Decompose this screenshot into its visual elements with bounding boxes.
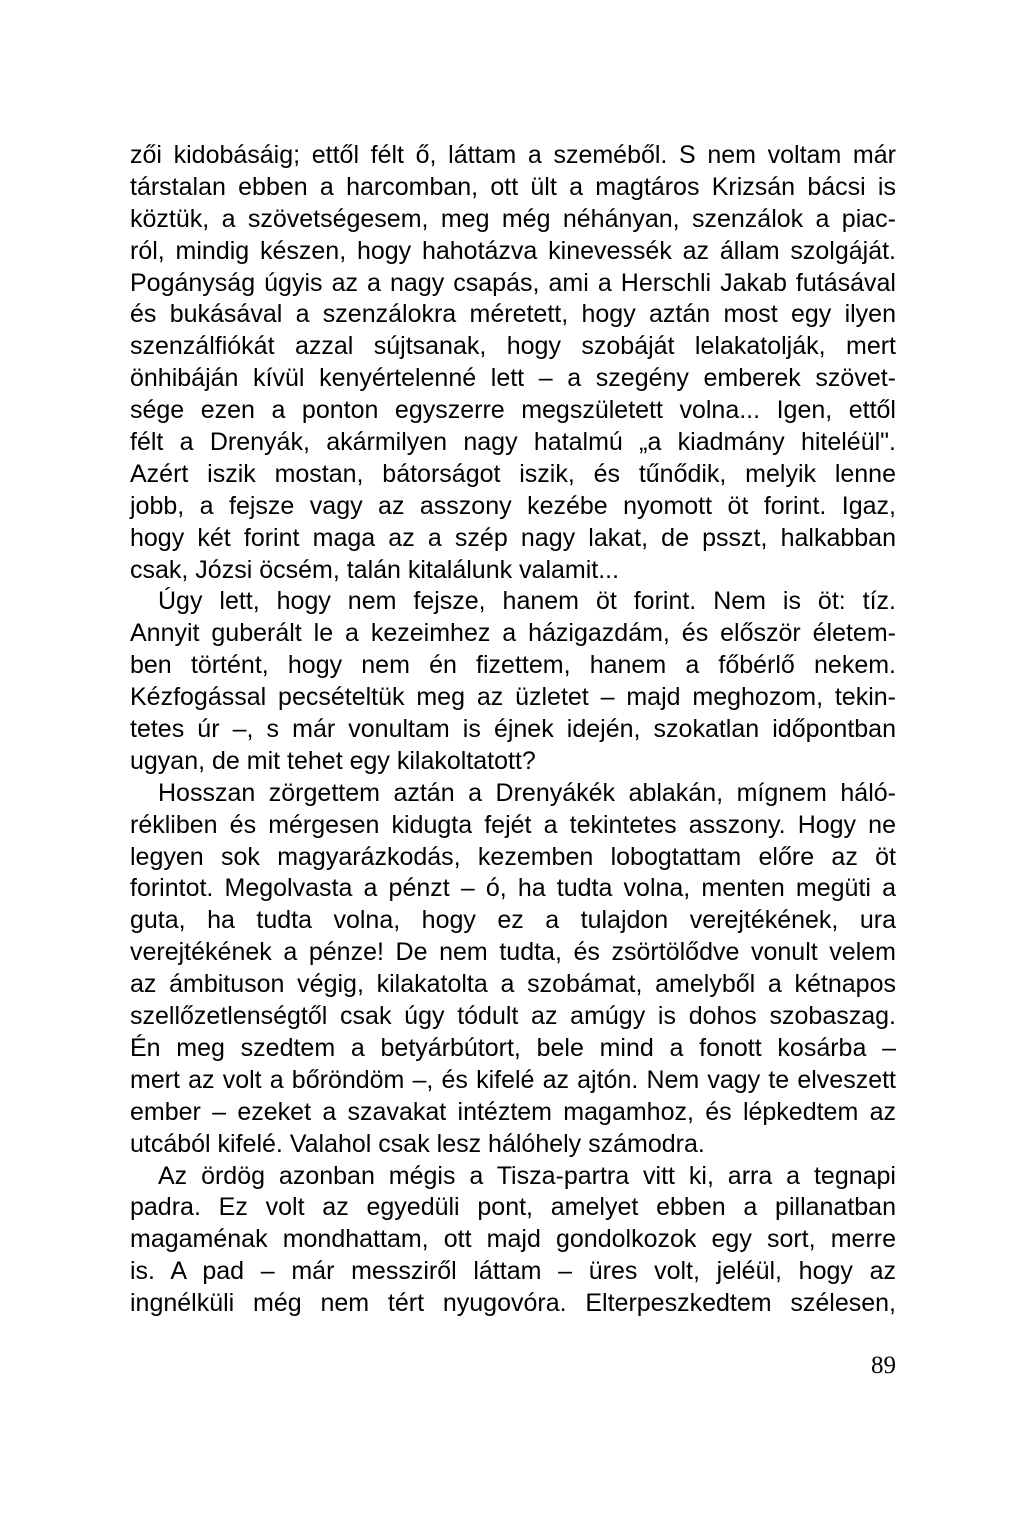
text-line: köztük, a szövetségesem, meg még néhányan, szenzálok a piac- <box>130 204 896 233</box>
text-line: Hosszan zörgettem aztán a Drenyákék ablakán, mígnem háló- <box>158 778 896 807</box>
text-line: és bukásával a szenzálokra méretett, hogy aztán most egy ilyen <box>130 300 896 329</box>
text-line: forintot. Megolvasta a pénzt – ó, ha tudta volna, menten megüti a <box>130 874 896 903</box>
text-line: hogy két forint maga az a szép nagy lakat, de psszt, halkabban <box>130 523 896 552</box>
text-line: csak, Józsi öcsém, talán kitalálunk valamit... <box>130 555 620 584</box>
text-line: tetes úr –, s már vonultam is éjnek idején, szokatlan időpontban <box>130 715 896 744</box>
text-line: padra. Ez volt az egyedüli pont, amelyet ebben a pillanatban <box>130 1193 896 1222</box>
text-line: Kézfogással pecsételtük meg az üzletet – majd meghozom, tekin- <box>130 683 896 712</box>
text-line: ról, mindig készen, hogy hahotázva kinevessék az állam szolgáját. <box>130 236 896 265</box>
text-line: magaménak mondhattam, ott majd gondolkozok egy sort, merre <box>130 1225 896 1254</box>
page-number: 89 <box>871 1352 896 1379</box>
text-line: utcából kifelé. Valahol csak lesz hálóhely számodra. <box>130 1129 705 1158</box>
text-line: sége ezen a ponton egyszerre megszületett volna... Igen, ettől <box>130 396 896 425</box>
text-line: legyen sok magyarázkodás, kezemben lobogtattam előre az öt <box>130 842 896 871</box>
text-line: rékliben és mérgesen kidugta fejét a tekintetes asszony. Hogy ne <box>130 810 896 839</box>
text-line: ben történt, hogy nem én fizettem, hanem a főbérlő nekem. <box>130 651 896 680</box>
text-line: Az ördög azonban mégis a Tisza-partra vitt ki, arra a tegnapi <box>158 1161 896 1190</box>
text-line: guta, ha tudta volna, hogy ez a tulajdon verejtékének, ura <box>130 906 896 935</box>
text-line: Pogányság úgyis az a nagy csapás, ami a Herschli Jakab futásával <box>130 268 896 297</box>
text-line: ugyan, de mit tehet egy kilakoltatott? <box>130 746 536 775</box>
text-line: jobb, a fejsze vagy az asszony kezébe nyomott öt forint. Igaz, <box>130 491 896 520</box>
text-line: az ámbituson végig, kilakatolta a szobámat, amelyből a kétnapos <box>130 970 896 999</box>
text-line: Annyit guberált le a kezeimhez a házigazdám, és először életem- <box>130 619 896 648</box>
text-line: Úgy lett, hogy nem fejsze, hanem öt forint. Nem is öt: tíz. <box>158 587 896 616</box>
text-line: szellőzetlenségtől csak úgy tódult az amúgy is dohos szobaszag. <box>130 1002 896 1031</box>
text-line: szenzálfiókát azzal sújtsanak, hogy szobáját lelakatolják, mert <box>130 332 896 361</box>
text-line: társtalan ebben a harcomban, ott ült a magtáros Krizsán bácsi is <box>130 172 896 201</box>
text-line: ingnélküli még nem tért nyugovóra. Elterpeszkedtem szélesen, <box>130 1289 896 1318</box>
text-line: verejtékének a pénze! De nem tudta, és zsörtölődve vonult velem <box>130 938 896 967</box>
body-text <box>130 140 896 1320</box>
text-line: mert az volt a bőröndöm –, és kifelé az ajtón. Nem vagy te elveszett <box>130 1065 896 1094</box>
text-line: Azért iszik mostan, bátorságot iszik, és tűnődik, melyik lenne <box>130 459 896 488</box>
text-line: ember – ezeket a szavakat intéztem magamhoz, és lépkedtem az <box>130 1097 896 1126</box>
text-line: önhibáján kívül kenyértelenné lett – a szegény emberek szövet- <box>130 364 896 393</box>
text-line: félt a Drenyák, akármilyen nagy hatalmú „a kiadmány hiteléül". <box>130 428 896 457</box>
text-line: is. A pad – már messziről láttam – üres volt, jeléül, hogy az <box>130 1257 896 1286</box>
text-line: Én meg szedtem a betyárbútort, bele mind a fonott kosárba – <box>130 1033 896 1062</box>
text-line: zői kidobásáig; ettől félt ő, láttam a szeméből. S nem voltam már <box>130 141 896 169</box>
